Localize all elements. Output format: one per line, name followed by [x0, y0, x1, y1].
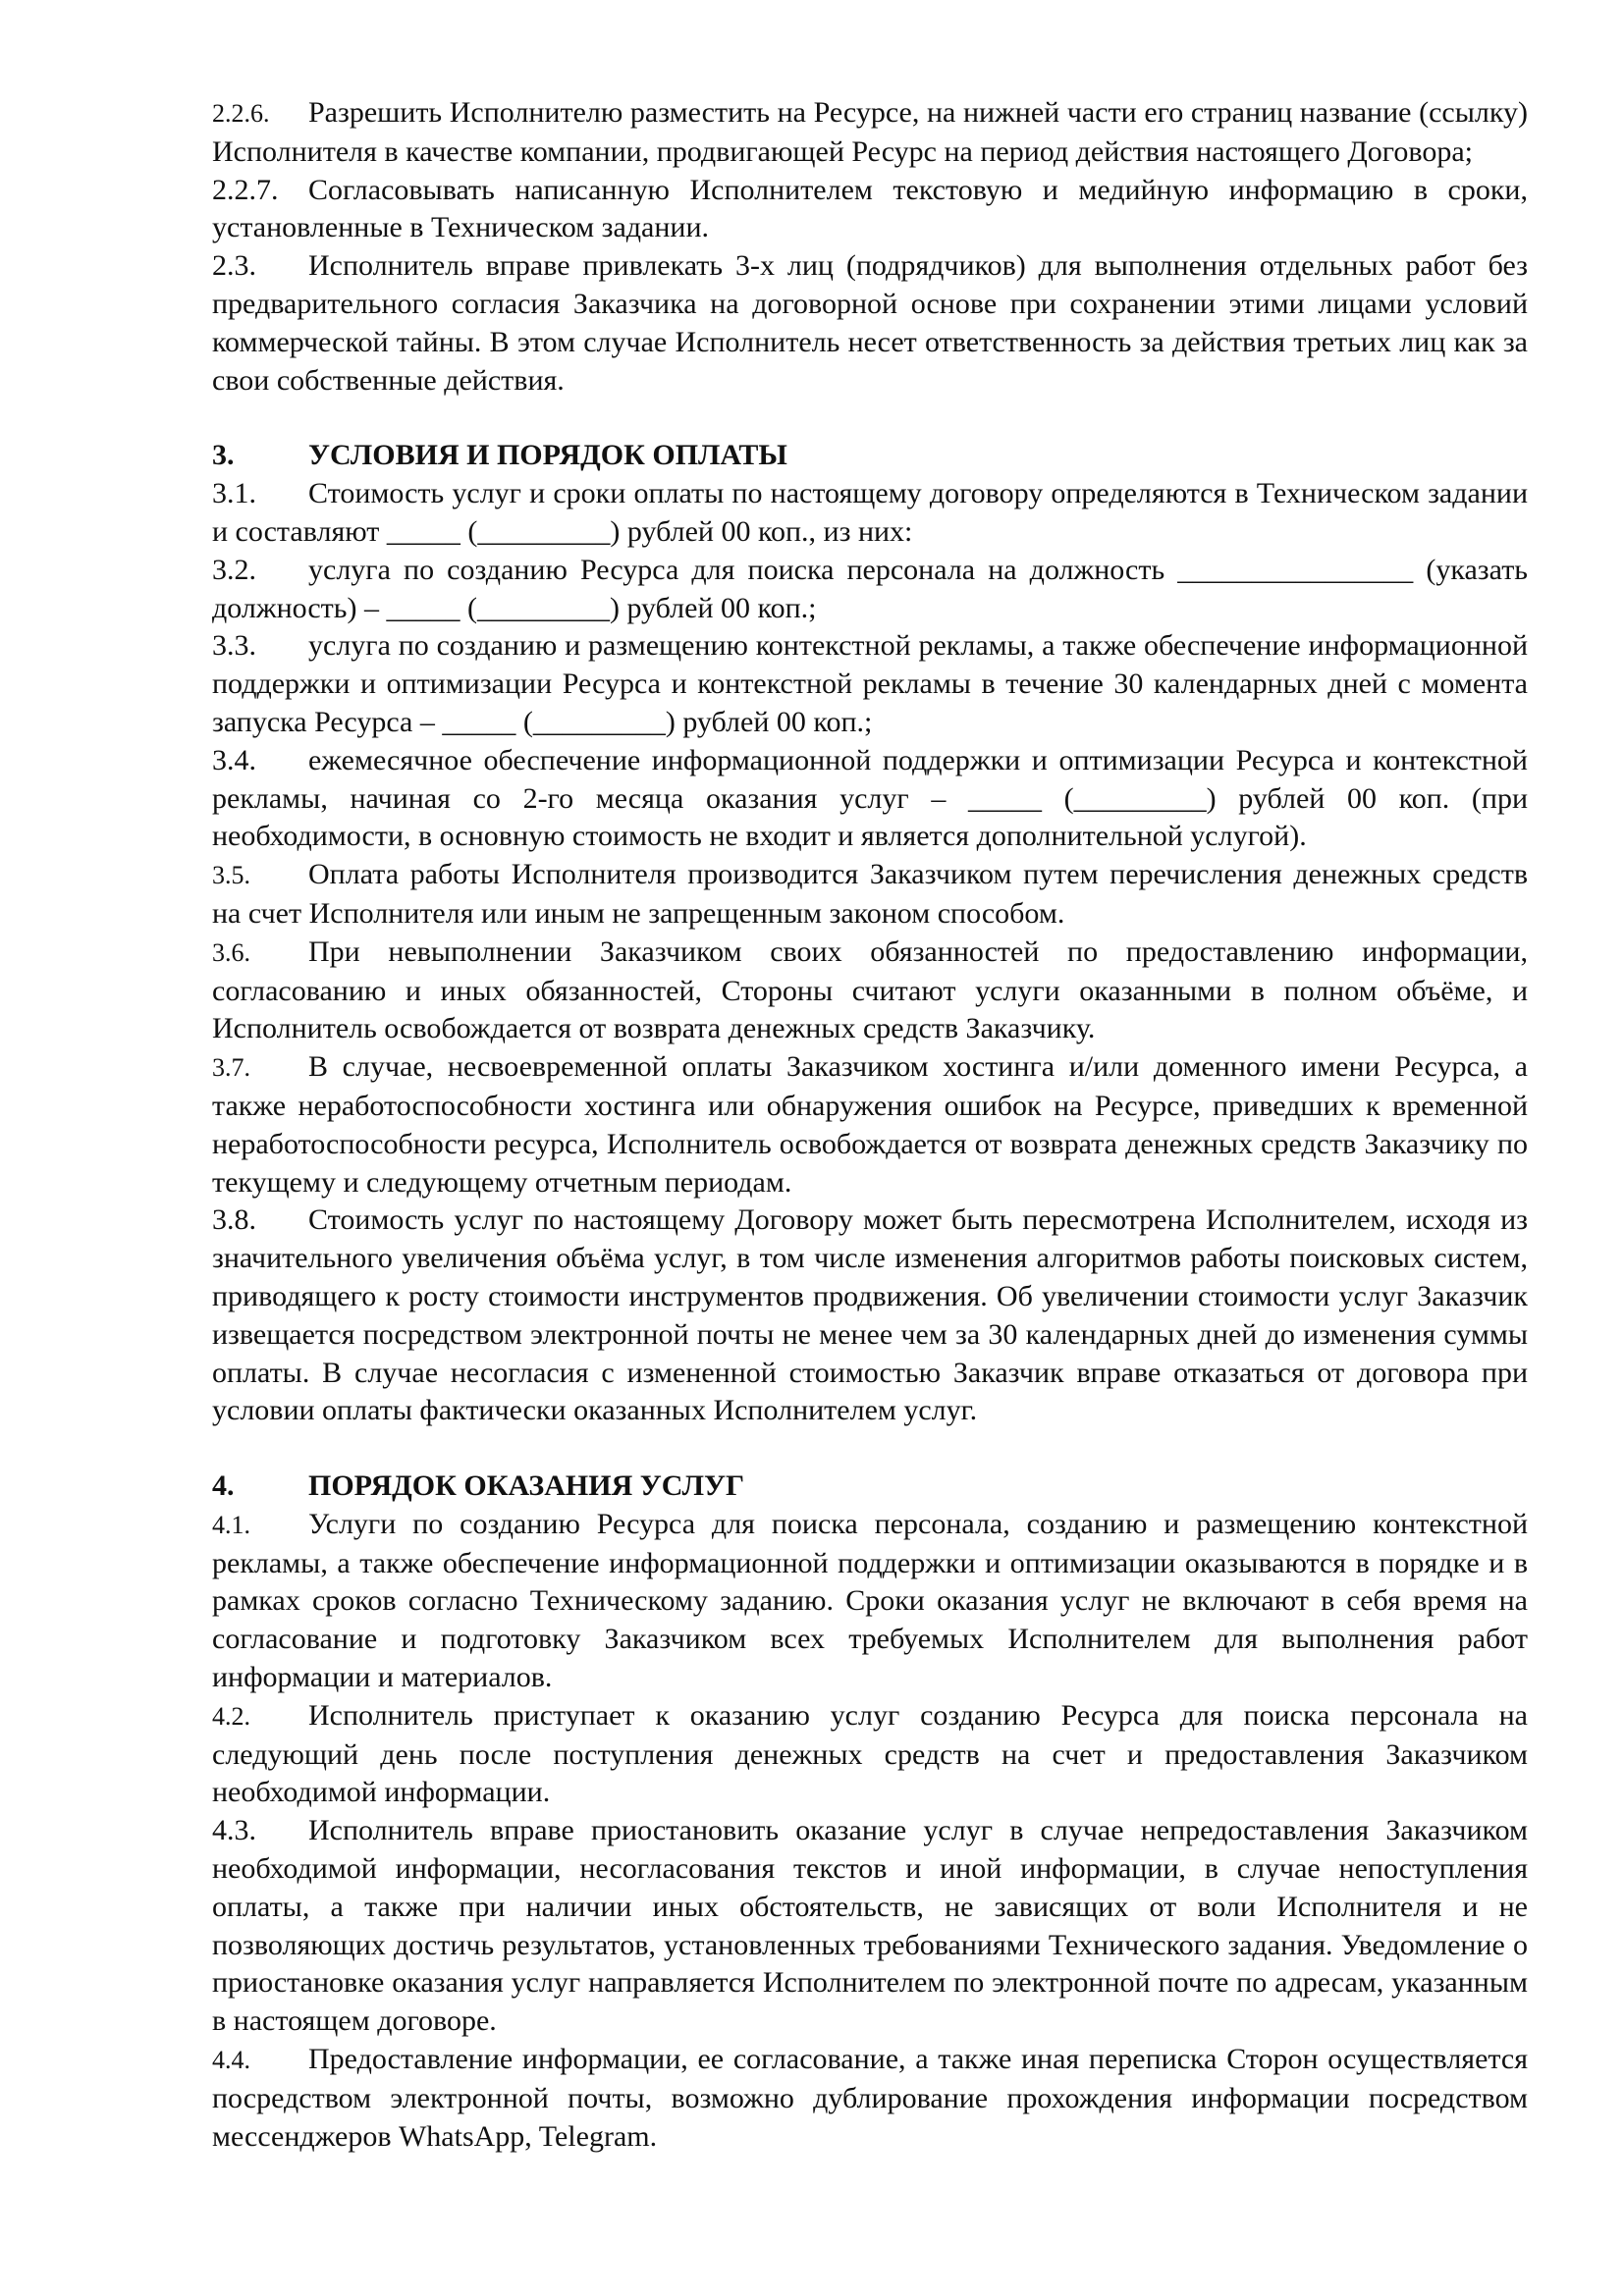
clause-text: Оплата работы Исполнителя производится Заказчиком путем перечисления денежных средств на счет Исполнителя или иным не запрещенным законом способом. — [212, 858, 1528, 930]
clause-text: Разрешить Исполнителю разместить на Ресурсе, на нижней части его страниц название (ссылку) Исполнителя в качестве компании, продвигающей Ресурс на период действия настоящего Договора; — [212, 96, 1528, 168]
clause-paragraph — [212, 247, 1528, 400]
clause-number: 3.7. — [212, 1053, 250, 1083]
clause-paragraph — [212, 1506, 1528, 1697]
clause-paragraph — [212, 2041, 1528, 2156]
section-number: 4. — [212, 1469, 235, 1503]
clause-paragraph — [212, 1697, 1528, 1812]
clause-number: 4.3. — [212, 1814, 256, 1847]
clause-number: 3.2. — [212, 553, 256, 586]
section-spacer — [212, 1430, 1528, 1468]
clause-text: Стоимость услуг по настоящему Договору может быть пересмотрена Исполнителем, исходя из значительного увеличения объёма услуг, в том числе изменения алгоритмов работы поисковых систем, приводящего к росту стоимости инструментов продвижения. Об увеличении стоимости услуг Заказчик извещается посредством электронной почты не менее чем за 30 календарных дней до изменения суммы оплаты. В случае несогласия с измененной стоимостью Заказчик вправе отказаться от договора при условии оплаты фактически оказанных Исполнителем услуг. — [212, 1203, 1528, 1427]
clause-text: Стоимость услуг и сроки оплаты по настоящему договору определяются в Техническом задании и составляют _____ (_________) рублей 00 коп., из них: — [212, 477, 1528, 548]
clause-paragraph — [212, 1201, 1528, 1430]
clause-number: 2.3. — [212, 249, 256, 283]
clause-paragraph — [212, 856, 1528, 934]
clause-text: При невыполнении Заказчиком своих обязанностей по предоставлению информации, согласованию и иных обязанностей, Стороны считают услуги оказанными в полном объёме, и Исполнитель освобождается от возврата денежных средств Заказчику. — [212, 934, 1528, 1045]
clause-text: Исполнитель вправе приостановить оказание услуг в случае непредоставления Заказчиком необходимой информации, несогласования текстов и иной информации, в случае непоступления оплаты, а также при наличии иных обстоятельств, не зависящих от воли Исполнителя и не позволяющих достичь результатов, установленных требованиями Технического задания. Уведомление о приостановке оказания услуг направляется Исполнителем по электронной почте по адресам, указанным в настоящем договоре. — [212, 1814, 1528, 2038]
clause-paragraph — [212, 172, 1528, 248]
clause-number: 2.2.7. — [212, 173, 279, 206]
section-spacer — [212, 400, 1528, 437]
clause-number: 3.4. — [212, 743, 256, 776]
section-title: ПОРЯДОК ОКАЗАНИЯ УСЛУГ — [308, 1469, 745, 1503]
clause-paragraph — [212, 742, 1528, 856]
clause-paragraph — [212, 627, 1528, 741]
clause-text: Предоставление информации, ее согласование, а также иная переписка Сторон осуществляется посредством электронной почты, возможно дублирование прохождения информации посредством мессенджеров WhatsApp, Telegram. — [212, 2043, 1528, 2153]
clause-number: 3.5. — [212, 861, 250, 890]
clause-paragraph — [212, 475, 1528, 552]
clause-text: ежемесячное обеспечение информационной поддержки и оптимизации Ресурса и контекстной рекламы, начиная со 2-го месяца оказания услуг – _____ (_________) рублей 00 коп. (при необходимости, в основную стоимость не входит и является дополнительной услугой). — [212, 743, 1528, 853]
clause-paragraph — [212, 94, 1528, 172]
clause-text: услуга по созданию Ресурса для поиска персонала на должность ________________ (указать должность) – _____ (_________) рублей 00 коп.; — [212, 553, 1528, 624]
clause-text: В случае, несвоевременной оплаты Заказчиком хостинга и/или доменного имени Ресурса, а также неработоспособности хостинга или обнаружения ошибок на Ресурсе, приведших к временной неработоспособности ресурса, Исполнитель освобождается от возврата денежных средств Заказчику по текущему и следующему отчетным периодам. — [212, 1050, 1528, 1199]
clause-number: 4.4. — [212, 2046, 250, 2075]
clause-text: услуга по созданию и размещению контекстной рекламы, а также обеспечение информационной поддержки и оптимизации Ресурса и контекстной рекламы в течение 30 календарных дней с момента запуска Ресурса – _____ (_________) рублей 00 коп.; — [212, 629, 1528, 738]
clause-text: Исполнитель приступает к оказанию услуг созданию Ресурса для поиска персонала на следующий день после поступления денежных средств на счет и предоставления Заказчиком необходимой информации. — [212, 1698, 1528, 1809]
clause-text: Услуги по созданию Ресурса для поиска персонала, созданию и размещению контекстной рекламы, а также обеспечение информационной поддержки и оптимизации оказываются в порядке и в рамках сроков согласно Техническому заданию. Сроки оказания услуг не включают в себя время на согласование и подготовку Заказчиком всех требуемых Исполнителем для выполнения работ информации и материалов. — [212, 1507, 1528, 1694]
document-page — [212, 94, 1528, 2156]
clause-text: Согласовывать написанную Исполнителем текстовую и медийную информацию в сроки, установленные в Техническом задании. — [212, 173, 1528, 244]
section-heading — [212, 1468, 1528, 1506]
clause-paragraph — [212, 552, 1528, 628]
clause-number: 2.2.6. — [212, 99, 270, 128]
clause-text: Исполнитель вправе привлекать 3-х лиц (подрядчиков) для выполнения отдельных работ без предварительного согласия Заказчика на договорной основе при сохранении этими лицами условий коммерческой тайны. В этом случае Исполнитель несет ответственность за действия третьих лиц как за свои собственные действия. — [212, 249, 1528, 397]
clause-paragraph — [212, 934, 1528, 1048]
section-number: 3. — [212, 439, 235, 472]
clause-number: 3.8. — [212, 1203, 256, 1237]
clause-number: 3.3. — [212, 629, 256, 663]
clause-number: 3.6. — [212, 937, 250, 967]
clause-paragraph — [212, 1048, 1528, 1201]
clause-paragraph — [212, 1812, 1528, 2041]
section-title: УСЛОВИЯ И ПОРЯДОК ОПЛАТЫ — [308, 439, 787, 472]
clause-number: 4.2. — [212, 1701, 250, 1731]
section-heading — [212, 437, 1528, 475]
clause-number: 3.1. — [212, 477, 256, 510]
clause-number: 4.1. — [212, 1510, 250, 1539]
